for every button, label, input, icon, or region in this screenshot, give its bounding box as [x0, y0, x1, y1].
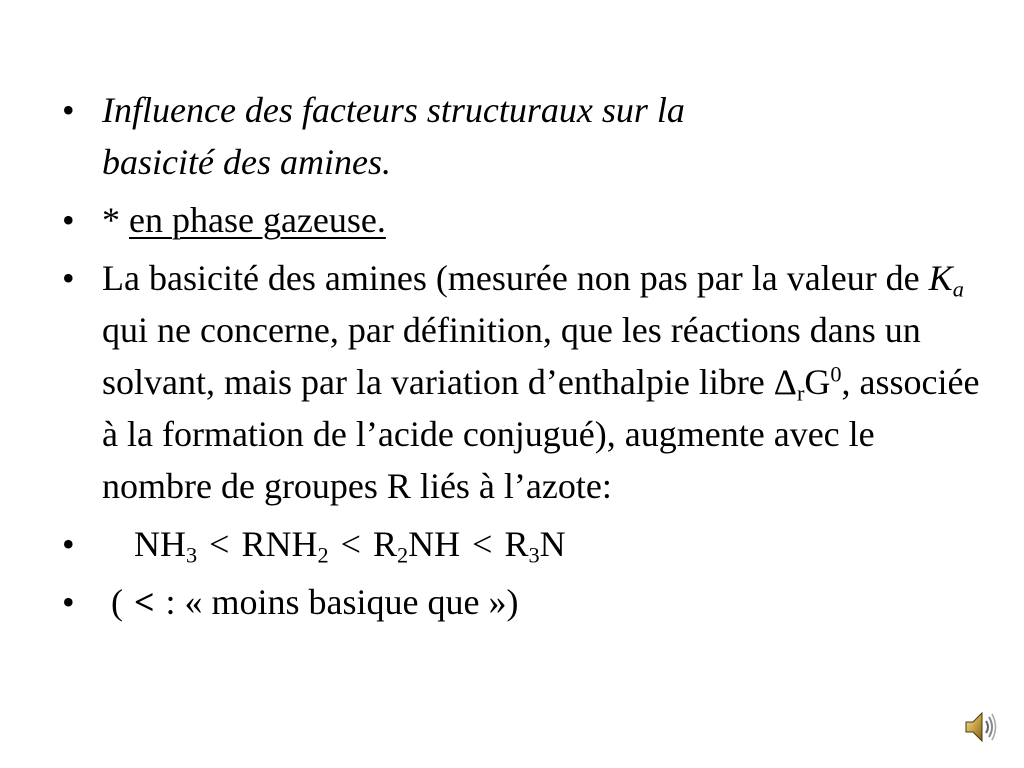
explanation-part-3: , associée à la formation de l’acide conjugué), augmente avec le nombre de groupes R liés à l’azote:	[102, 362, 980, 506]
delta-subscript: r	[796, 380, 805, 406]
bullet-item-explanation	[62, 252, 982, 512]
phase-underlined: en phase gazeuse.	[129, 200, 386, 240]
less-than-symbol: <	[209, 524, 230, 564]
bullet-symbol: •	[62, 524, 75, 564]
legend-open: (	[102, 582, 132, 622]
formula-r3n: $R_3N$	[504, 524, 566, 568]
formula-nh3: $NH_3$	[134, 524, 198, 568]
delta-letter: Δ	[773, 362, 797, 402]
bullet-item-legend	[62, 576, 982, 628]
ka-subscript: a	[952, 276, 964, 302]
formula-rnh2: $RNH_2$	[241, 524, 329, 568]
bullet-item-formula	[62, 518, 982, 570]
g-letter: G	[804, 362, 831, 402]
less-than-symbol: <	[472, 524, 493, 564]
bullet-symbol: •	[62, 258, 75, 298]
explanation-part-1: La basicité des amines (mesurée non pas par la valeur de	[102, 258, 929, 298]
legend-less-than: <	[134, 582, 155, 622]
bullet-item-phase	[62, 194, 982, 246]
g-superscript: 0	[830, 361, 842, 387]
bullet-symbol: •	[62, 90, 75, 130]
bullet-item-heading	[62, 84, 982, 188]
legend-text: : « moins basique que »)	[156, 582, 519, 622]
explanation-part-2: qui ne concerne, par définition, que les réactions dans un solvant, mais par la variation d’enthalpie libre	[102, 310, 921, 402]
bullet-symbol: •	[62, 582, 75, 622]
heading-line-1: Influence des facteurs structuraux sur la	[102, 90, 685, 130]
speaker-icon[interactable]	[962, 707, 998, 747]
bullet-list	[62, 84, 982, 634]
delta-g-symbol	[773, 361, 842, 406]
bullet-symbol: •	[62, 200, 75, 240]
less-than-symbol: <	[340, 524, 361, 564]
ka-symbol	[928, 258, 964, 302]
ka-letter: K	[928, 258, 953, 298]
heading-line-2: basicité des amines.	[102, 142, 391, 182]
formula-r2nh: $R_2NH$	[372, 524, 461, 568]
phase-prefix: *	[102, 200, 129, 240]
